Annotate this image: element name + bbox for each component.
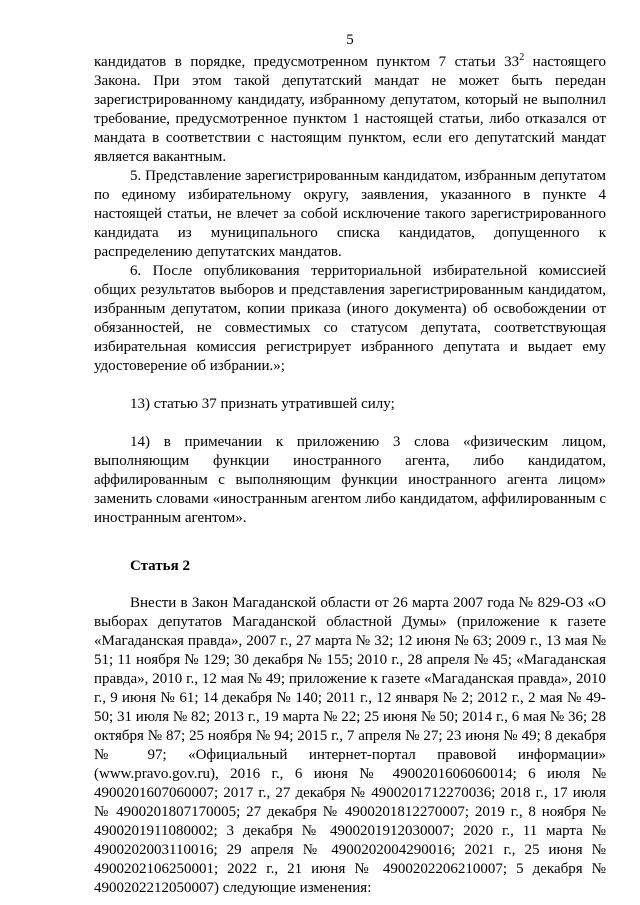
document-page	[94, 31, 606, 898]
article-2-text: Внести в Закон Магаданской области от 26 марта 2007 года № 829-ОЗ «О выборах депутатов Магаданской областной Думы» (приложение к газете «Магаданская правда», 2007 г., 27 марта № 32; 12 июня № 63; 2009 г., 13 мая № 51; 11 ноября № 129; 30 декабря № 155; 2010 г., 28 апреля № 45; «Магаданская правда», 2010 г., 12 мая № 49; приложение к газете «Магаданская правда», 2010 г., 9 июня № 61; 14 декабря № 140; 2011 г., 12 января № 2; 2012 г., 2 мая № 49-50; 31 июля № 82; 2013 г., 19 марта № 22; 25 июня № 50; 2014 г., 6 мая № 36; 28 октября № 87; 25 ноября № 94; 2015 г., 7 апреля № 27; 23 июня № 49; 8 декабря № 97; «Официальный интернет-портал правовой информации» (www.pravo.gov.ru), 2016 г., 6 июня № 4900201606060014; 6 июля № 4900201607060007; 2017 г., 27 декабря № 4900201712270036; 2018 г., 17 июля № 4900201807170005; 27 декабря № 4900201812270007; 2019 г., 8 ноября № 4900201911080002; 3 декабря № 4900201912030007; 2020 г., 11 марта № 4900202003110016; 29 апреля № 4900202004290016; 2021 г., 25 июня № 4900202106250001; 2022 г., 21 июня № 4900202206210007; 5 декабря № 4900202212050007) следующие изменения:	[94, 595, 606, 896]
paragraph-continuation-text-a: кандидатов в порядке, предусмотренном пунктом 7 статьи 33	[94, 54, 520, 70]
paragraph-continuation	[94, 53, 606, 167]
superscript: 2	[519, 52, 525, 63]
paragraph-item-14: 14) в примечании к приложению 3 слова «физическим лицом, выполняющим функции иностранного агента, либо кандидатом, аффилированным с выполняющим функции иностранного агента лицом» заменить словами «иностранным агентом либо кандидатом, аффилированным с иностранным агентом».	[94, 434, 606, 526]
page-number: 5	[346, 32, 354, 48]
article-heading: Статья 2	[130, 558, 190, 574]
paragraph-continuation-text-b: настоящего Закона. При этом такой депутатский мандат не может быть передан зарегистрированному кандидату, избранному депутатом, который не выполнил требование, предусмотренное пунктом 1 настоящей статьи, либо отказался от мандата в соответствии с настоящим пунктом, если его депутатский мандат является вакантным.	[94, 54, 606, 165]
paragraph-item-6: 6. После опубликования территориальной избирательной комиссией общих результатов выборов и представления зарегистрированным кандидатом, избранным депутатом, копии приказа (иного документа) об освобождении от обязанностей, не совместимых со статусом депутата, соответствующая избирательная комиссия регистрирует избранного депутата и выдает ему удостоверение об избрании.»;	[94, 263, 606, 374]
paragraph-item-13: 13) статью 37 признать утратившей силу;	[130, 396, 395, 412]
paragraph-item-5: 5. Представление зарегистрированным кандидатом, избранным депутатом по единому избирательному округу, заявления, указанного в пункте 4 настоящей статьи, не влечет за собой исключение такого зарегистрированного кандидата из муниципального списка кандидатов, допущенного к распределению депутатских мандатов.	[94, 168, 606, 260]
